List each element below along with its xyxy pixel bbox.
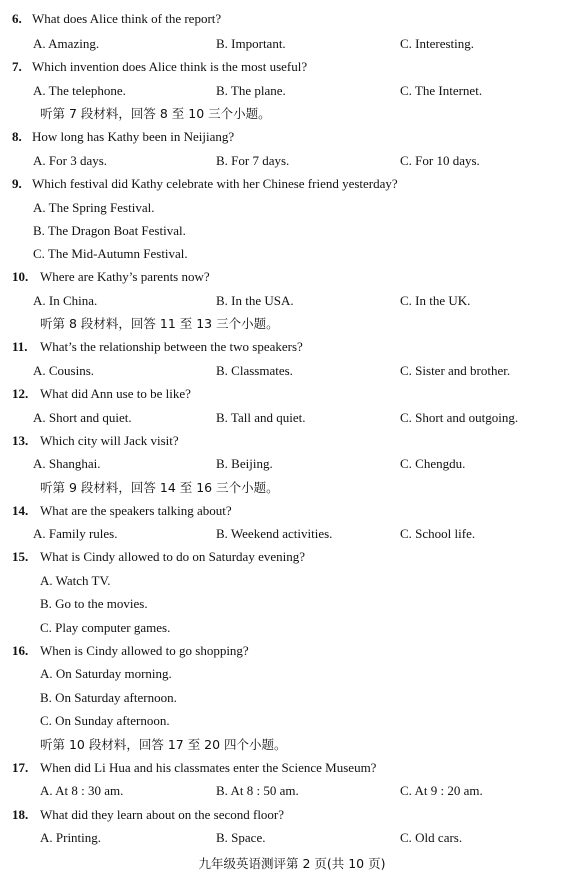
option-row bbox=[0, 663, 584, 685]
option-b[interactable]: B. Classmates. bbox=[216, 363, 293, 378]
option-b[interactable]: B. The Dragon Boat Festival. bbox=[33, 223, 186, 238]
question-number: 10. bbox=[12, 269, 29, 284]
option-a[interactable]: A. Amazing. bbox=[33, 36, 100, 51]
section-instruction bbox=[0, 103, 584, 125]
option-a[interactable]: A. The Spring Festival. bbox=[33, 200, 155, 215]
question-stem: How long has Kathy been in Neijiang? bbox=[32, 129, 235, 144]
question-stem: Which festival did Kathy celebrate with her Chinese friend yesterday? bbox=[32, 176, 398, 191]
option-c[interactable]: C. Play computer games. bbox=[40, 620, 171, 635]
question-6 bbox=[0, 8, 584, 30]
section-instruction bbox=[0, 477, 584, 499]
option-a[interactable]: A. On Saturday morning. bbox=[40, 666, 172, 681]
options-11 bbox=[0, 360, 584, 382]
question-17 bbox=[0, 757, 584, 779]
question-number: 6. bbox=[12, 11, 22, 26]
question-number: 15. bbox=[12, 549, 29, 564]
question-number: 17. bbox=[12, 760, 29, 775]
question-number: 14. bbox=[12, 503, 29, 518]
question-stem: When is Cindy allowed to go shopping? bbox=[40, 643, 249, 658]
option-c[interactable]: C. At 9 : 20 am. bbox=[400, 783, 483, 798]
option-c[interactable]: C. The Mid-Autumn Festival. bbox=[33, 246, 188, 261]
question-11 bbox=[0, 336, 584, 358]
option-a[interactable]: A. Shanghai. bbox=[33, 456, 101, 471]
options-13 bbox=[0, 453, 584, 475]
option-row bbox=[0, 243, 584, 265]
section-instruction bbox=[0, 313, 584, 335]
question-stem: What are the speakers talking about? bbox=[40, 503, 232, 518]
option-c[interactable]: C. School life. bbox=[400, 526, 476, 541]
question-number: 11. bbox=[12, 339, 28, 354]
question-13 bbox=[0, 430, 584, 452]
option-b[interactable]: B. In the USA. bbox=[216, 293, 294, 308]
question-number: 16. bbox=[12, 643, 29, 658]
page-footer: 九年级英语测评第 2 页(共 10 页) bbox=[198, 856, 386, 871]
option-b[interactable]: B. The plane. bbox=[216, 83, 286, 98]
option-a[interactable]: A. Short and quiet. bbox=[33, 410, 132, 425]
question-12 bbox=[0, 383, 584, 405]
instruction-text: 听第 7 段材料，回答 8 至 10 三个小题。 bbox=[40, 106, 271, 121]
option-a[interactable]: A. At 8 : 30 am. bbox=[40, 783, 124, 798]
question-number: 12. bbox=[12, 386, 29, 401]
question-number: 18. bbox=[12, 807, 29, 822]
question-stem: What does Alice think of the report? bbox=[32, 11, 222, 26]
option-row bbox=[0, 710, 584, 732]
option-b[interactable]: B. Tall and quiet. bbox=[216, 410, 306, 425]
question-9 bbox=[0, 173, 584, 195]
option-row bbox=[0, 617, 584, 639]
option-row bbox=[0, 220, 584, 242]
option-b[interactable]: B. Beijing. bbox=[216, 456, 273, 471]
question-8 bbox=[0, 126, 584, 148]
question-stem: What did Ann use to be like? bbox=[40, 386, 191, 401]
option-b[interactable]: B. On Saturday afternoon. bbox=[40, 690, 177, 705]
option-a[interactable]: A. For 3 days. bbox=[33, 153, 108, 168]
options-12 bbox=[0, 407, 584, 429]
question-16 bbox=[0, 640, 584, 662]
question-stem: What is Cindy allowed to do on Saturday evening? bbox=[40, 549, 306, 564]
option-c[interactable]: C. Short and outgoing. bbox=[400, 410, 519, 425]
option-row bbox=[0, 570, 584, 592]
question-number: 13. bbox=[12, 433, 29, 448]
question-stem: Where are Kathy’s parents now? bbox=[40, 269, 210, 284]
option-c[interactable]: C. Interesting. bbox=[400, 36, 475, 51]
option-a[interactable]: A. Family rules. bbox=[33, 526, 118, 541]
section-instruction bbox=[0, 734, 584, 756]
option-c[interactable]: C. Chengdu. bbox=[400, 456, 466, 471]
question-7 bbox=[0, 56, 584, 78]
option-row bbox=[0, 197, 584, 219]
question-18 bbox=[0, 804, 584, 826]
option-b[interactable]: B. Space. bbox=[216, 830, 266, 845]
question-stem: When did Li Hua and his classmates enter the Science Museum? bbox=[40, 760, 377, 775]
options-8 bbox=[0, 150, 584, 172]
option-a[interactable]: A. Printing. bbox=[40, 830, 102, 845]
option-a[interactable]: A. Watch TV. bbox=[40, 573, 111, 588]
option-b[interactable]: B. At 8 : 50 am. bbox=[216, 783, 299, 798]
question-10 bbox=[0, 266, 584, 288]
option-c[interactable]: C. Sister and brother. bbox=[400, 363, 511, 378]
option-row bbox=[0, 687, 584, 709]
option-b[interactable]: B. Go to the movies. bbox=[40, 596, 148, 611]
option-c[interactable]: C. Old cars. bbox=[400, 830, 463, 845]
option-a[interactable]: A. The telephone. bbox=[33, 83, 126, 98]
question-stem: What’s the relationship between the two speakers? bbox=[40, 339, 303, 354]
question-15 bbox=[0, 546, 584, 568]
option-row bbox=[0, 593, 584, 615]
option-c[interactable]: C. For 10 days. bbox=[400, 153, 480, 168]
option-a[interactable]: A. In China. bbox=[33, 293, 98, 308]
question-stem: Which invention does Alice think is the most useful? bbox=[32, 59, 308, 74]
options-6 bbox=[0, 33, 584, 55]
instruction-text: 听第 9 段材料，回答 14 至 16 三个小题。 bbox=[40, 480, 279, 495]
options-18 bbox=[0, 827, 584, 849]
option-c[interactable]: C. In the UK. bbox=[400, 293, 471, 308]
option-a[interactable]: A. Cousins. bbox=[33, 363, 95, 378]
options-10 bbox=[0, 290, 584, 312]
question-number: 7. bbox=[12, 59, 22, 74]
option-c[interactable]: C. On Sunday afternoon. bbox=[40, 713, 170, 728]
question-stem: What did they learn about on the second floor? bbox=[40, 807, 285, 822]
options-17 bbox=[0, 780, 584, 802]
instruction-text: 听第 10 段材料，回答 17 至 20 四个小题。 bbox=[40, 737, 287, 752]
option-c[interactable]: C. The Internet. bbox=[400, 83, 483, 98]
question-number: 8. bbox=[12, 129, 22, 144]
options-7 bbox=[0, 80, 584, 102]
option-b[interactable]: B. Weekend activities. bbox=[216, 526, 333, 541]
option-b[interactable]: B. For 7 days. bbox=[216, 153, 290, 168]
options-14 bbox=[0, 523, 584, 545]
instruction-text: 听第 8 段材料，回答 11 至 13 三个小题。 bbox=[40, 316, 279, 331]
option-b[interactable]: B. Important. bbox=[216, 36, 286, 51]
question-number: 9. bbox=[12, 176, 22, 191]
question-stem: Which city will Jack visit? bbox=[40, 433, 179, 448]
question-14 bbox=[0, 500, 584, 522]
